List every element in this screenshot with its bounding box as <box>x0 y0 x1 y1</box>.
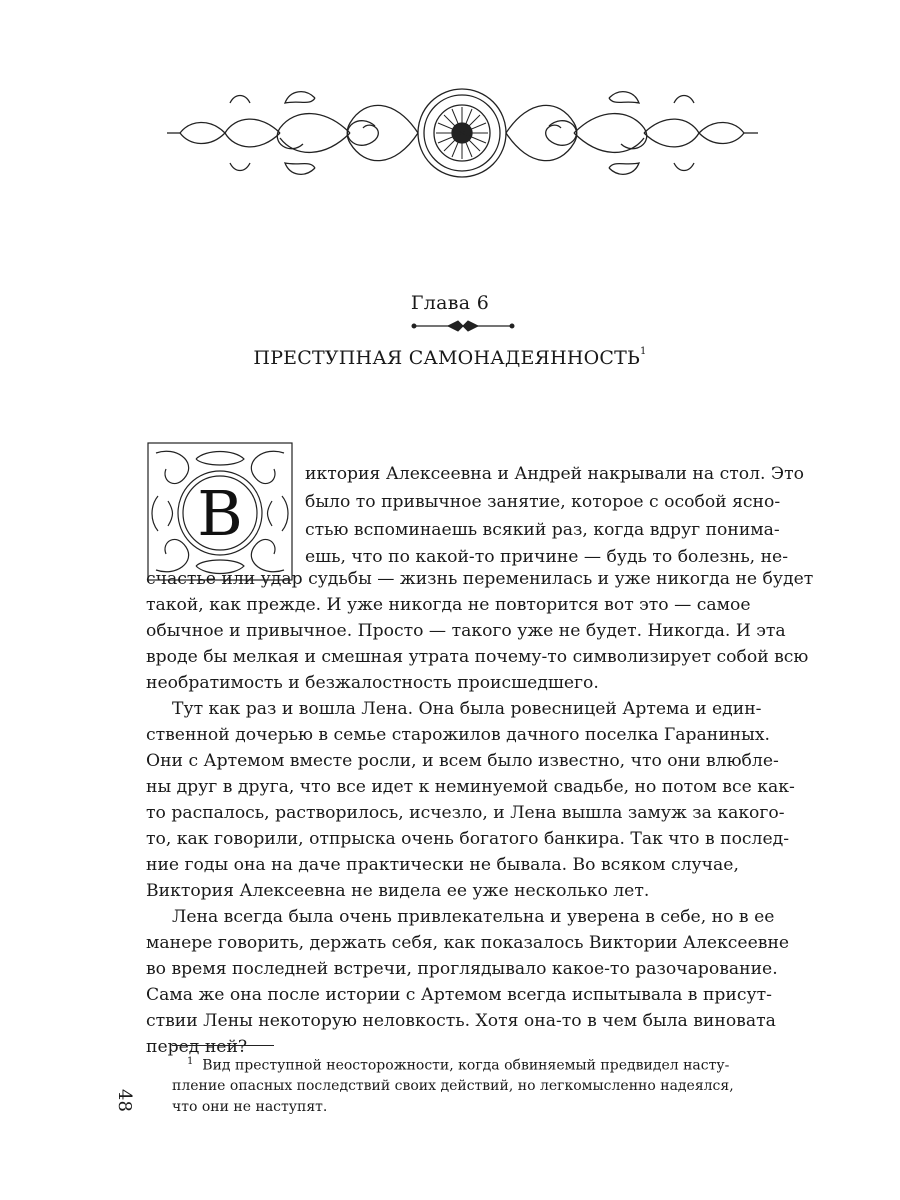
footnote-line: что они не наступят. <box>172 1099 328 1115</box>
footnote-mark: 1 <box>187 1056 194 1067</box>
footnote-line: пление опасных последствий своих действий, но легкомысленно надеялся, <box>172 1078 734 1094</box>
text-line: вроде бы мелкая и смешная утрата почему-то символизирует собой всю <box>146 647 809 667</box>
text-line: необратимость и безжалостность происшедшего. <box>146 673 599 693</box>
footnote-text: Вид преступной неосторожности, когда обвиняемый предвидел насту- <box>202 1057 730 1074</box>
text-line: перед ней? <box>146 1037 248 1057</box>
chapter-label: Глава 6 <box>410 292 490 314</box>
text-line: ние годы она на даче практически не бывала. Во всяком случае, <box>146 855 739 875</box>
text-line: то, как говорили, отпрыска очень богатого банкира. Так что в послед- <box>146 829 790 849</box>
text-line: ственной дочерью в семье старожилов дачного поселка Гараниных. <box>146 725 770 745</box>
text-line: стью вспоминаешь всякий раз, когда вдруг понима- <box>305 520 780 540</box>
dropcap-ornament <box>146 441 294 582</box>
footnote-rule <box>172 1045 274 1046</box>
text-line: Лена всегда была очень привлекательна и уверена в себе, но в ее <box>172 907 775 927</box>
text-line: такой, как прежде. И уже никогда не повторится вот это — самое <box>146 595 751 615</box>
text-line: Сама же она после истории с Артемом всегда испытывала в присут- <box>146 985 772 1005</box>
text-line: иктория Алексеевна и Андрей накрывали на стол. Это <box>305 464 804 484</box>
footnote-marker: 1 <box>640 346 647 357</box>
text-line: обычное и привычное. Просто — такого уже не будет. Никогда. И эта <box>146 621 786 641</box>
text-line: манере говорить, держать себя, как показалось Виктории Алексеевне <box>146 933 790 953</box>
text-line: ешь, что по какой-то причине — будь то болезнь, не- <box>305 547 789 567</box>
ornament-header <box>165 78 760 188</box>
chapter-title <box>0 347 900 369</box>
text-line: ствии Лены некоторую неловкость. Хотя она-то в чем была виновата <box>146 1011 776 1031</box>
text-line: Тут как раз и вошла Лена. Она была ровесницей Артема и един- <box>172 699 762 719</box>
text-line: ны друг в друга, что все идет к неминуемой свадьбе, но потом все как- <box>146 777 795 797</box>
chapter-title-text: ПРЕСТУПНАЯ САМОНАДЕЯННОСТЬ <box>253 347 641 369</box>
footnote-line <box>187 1057 729 1073</box>
text-line: было то привычное занятие, которое с особой ясно- <box>305 492 781 512</box>
text-line: счастье или удар судьбы — жизнь переменилась и уже никогда не будет <box>146 569 814 589</box>
text-line: то распалось, растворилось, исчезло, и Лена вышла замуж за какого- <box>146 803 785 823</box>
text-line: Виктория Алексеевна не видела ее уже несколько лет. <box>146 881 650 901</box>
dropcap-letter: В <box>197 477 243 550</box>
chapter-divider <box>408 318 518 334</box>
page-number: 48 <box>113 1089 135 1112</box>
text-line: во время последней встречи, проглядывало какое-то разочарование. <box>146 959 778 979</box>
text-line: Они с Артемом вместе росли, и всем было известно, что они влюбле- <box>146 751 779 771</box>
